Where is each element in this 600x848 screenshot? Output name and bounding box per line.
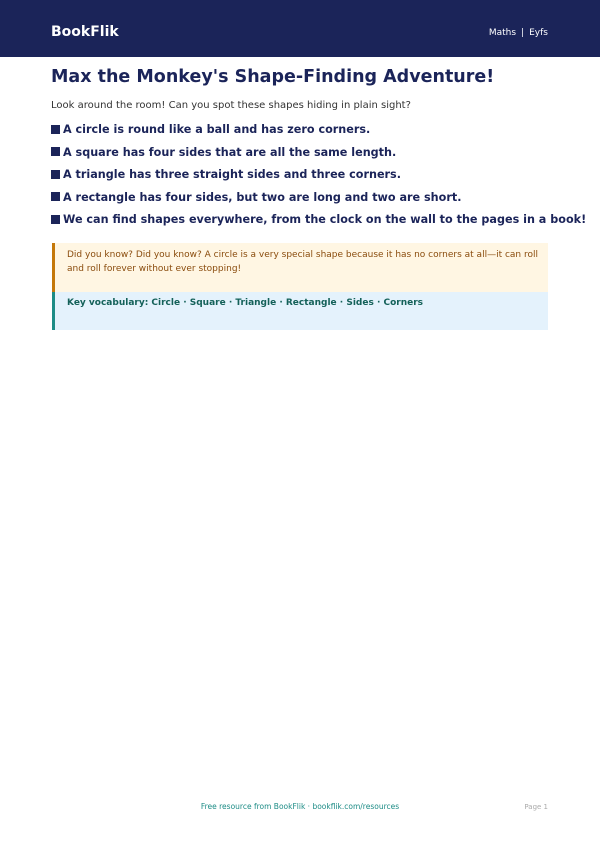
square-bullet-icon <box>51 192 60 201</box>
subject-label: Maths <box>488 28 517 38</box>
list-item-text: A triangle has three straight sides and three corners. <box>63 168 401 181</box>
callout-text: Did you know? Did you know? A circle is a very special shape because it has no corners at all—it can roll and roll forever without ever stopping! <box>67 250 538 274</box>
list-item <box>51 190 551 213</box>
key-vocabulary-box <box>52 292 548 330</box>
page-number: Page 1 <box>524 803 548 811</box>
square-bullet-icon <box>51 147 60 156</box>
did-you-know-callout <box>52 243 548 292</box>
level-label: Eyfs <box>529 28 548 38</box>
square-bullet-icon <box>51 125 60 134</box>
list-item <box>51 167 551 190</box>
breadcrumb-separator: | <box>521 28 525 38</box>
vocabulary-text: Key vocabulary: Circle · Square · Triangle · Rectangle · Sides · Corners <box>67 298 424 308</box>
subject-breadcrumb <box>489 27 548 39</box>
list-item-text: A circle is round like a ball and has zero corners. <box>63 123 371 136</box>
list-item-text: A rectangle has four sides, but two are long and two are short. <box>63 190 462 204</box>
list-item-text: We can find shapes everywhere, from the clock on the wall to the pages in a book! <box>63 213 587 226</box>
square-bullet-icon <box>51 215 60 224</box>
footer-source-link[interactable]: Free resource from BookFlik · bookflik.com/resources <box>200 802 400 811</box>
list-item-text: A square has four sides that are all the same length. <box>63 145 397 159</box>
list-item <box>51 212 587 235</box>
square-bullet-icon <box>51 170 60 179</box>
page-title: Max the Monkey's Shape-Finding Adventure! <box>51 67 495 87</box>
intro-text: Look around the room! Can you spot these shapes hiding in plain sight? <box>51 100 411 111</box>
brand-logo-text[interactable]: BookFlik <box>51 24 119 40</box>
list-item <box>51 122 551 145</box>
key-points-list <box>51 122 587 235</box>
top-header-bar <box>0 0 600 57</box>
list-item <box>51 145 551 168</box>
